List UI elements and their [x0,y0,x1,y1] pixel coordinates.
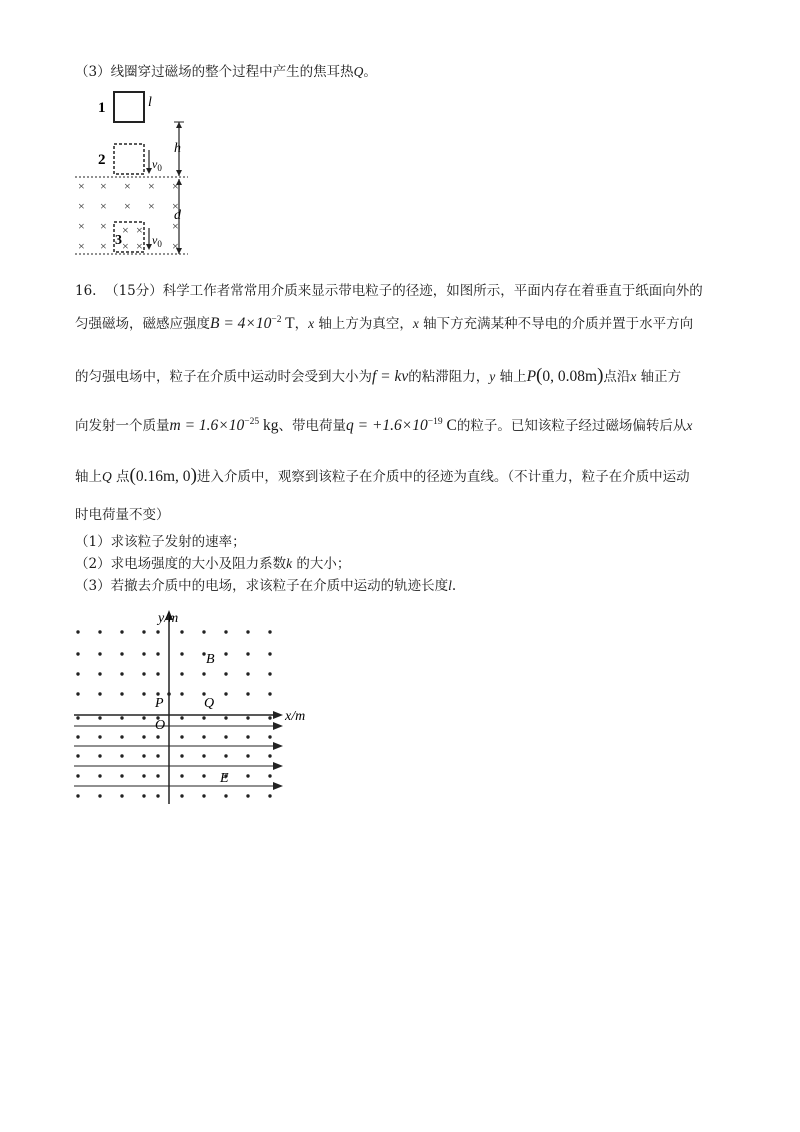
fig2-field-dot [142,754,145,757]
q16-line-3 [75,366,681,387]
fig2-field-dot [142,774,145,777]
l-symbol: l [448,578,452,593]
fig2-field-dot [180,794,183,797]
fig2-field-dot [98,630,101,633]
b-unit: T [281,315,295,332]
fig1-field-cross: × [78,199,85,213]
fig2-field-dot [98,754,101,757]
fig1-coil-1 [114,92,144,122]
fig2-field-dot [120,630,123,633]
q15-part3-text: （3）线圈穿过磁场的整个过程中产生的焦耳热 [75,64,354,80]
fig2-field-dot [202,754,205,757]
fig2-x-axis-arrow [273,711,283,719]
fig2-field-dot [142,652,145,655]
q16-line-4 [75,416,692,436]
fig2-field-dot [246,672,249,675]
q16-sub3-a: （3）若撤去介质中的电场，求该粒子在介质中运动的轨迹长度 [75,578,449,594]
q16-l3-c: 轴上 [495,369,527,385]
q-coord: 0.16m, 0 [135,468,191,485]
q16-l3-b: 的粘滞阻力， [408,369,490,385]
q-point-name: Q [102,469,112,484]
fig1-label-1: 1 [98,100,106,116]
p-coord: 0, 0.08m [542,368,598,385]
fig1-v0-label-3 [152,233,162,249]
fig1-field-cross: × [172,239,179,253]
fig2-p-point [167,692,171,696]
fig2-field-dot [224,716,227,719]
f-eq: f = kv [372,368,409,385]
fig1-field-cross: × [100,239,107,253]
fig2-field-dot [224,754,227,757]
fig1-v0-label-2 [152,157,162,173]
fig2-field-dot [76,735,79,738]
fig2-field-dot [268,672,271,675]
fig1-field-cross: × [122,239,129,253]
fig1-label-2: 2 [98,152,106,168]
fig1-field-cross: × [172,219,179,233]
q16-l5-a: 轴上 [75,469,102,485]
fig2-field-dots [76,630,271,797]
fig2-field-dot [98,774,101,777]
fig2-field-dot [76,754,79,757]
fig2-field-dot [268,652,271,655]
fig2-field-dot [246,692,249,695]
fig2-e-label: E [220,771,229,786]
fig2-field-dot [202,735,205,738]
q16-line-1 [75,281,703,301]
q16-l2-d: 轴下方充满某种不导电的介质并置于水平方向 [418,316,694,332]
q16-sub-3 [75,576,456,596]
fig1-field-cross: × [78,219,85,233]
fig1-field-cross: × [136,239,143,253]
fig2-field-dot [224,794,227,797]
fig1-field-cross: × [172,179,179,193]
fig2-x-axis-label: x/m [285,709,306,724]
q16-l6: 时电荷量不变） [75,507,170,523]
fig2-field-dot [76,672,79,675]
b-eq: B = 4×10 [210,315,272,332]
fig2-field-dot [268,774,271,777]
q15-part3-symbol: Q [353,64,364,79]
b-field-equation [210,315,295,332]
fig1-field-cross: × [136,223,143,237]
q16-l4-b: 、带电荷量 [278,418,346,434]
fig2-field-dot [156,754,159,757]
fig1-v0-sub-3: 0 [157,239,162,249]
q15-part3-end: 。 [363,64,377,80]
fig2-field-dot [98,652,101,655]
fig2-field-dot [268,735,271,738]
fig1-v0-2: v [152,157,158,171]
fig2-field-dot [180,672,183,675]
fig2-field-dot [120,692,123,695]
fig2-field-dot [180,692,183,695]
fig2-field-dot [268,754,271,757]
q16-l2-b: ， [294,316,309,332]
fig1-field-cross: × [148,179,155,193]
y-axis-ref: y [489,369,496,384]
fig2-field-dot [180,735,183,738]
fig2-field-dot [268,630,271,633]
fig2-field-dot [246,630,249,633]
figure-coil-field [70,84,200,264]
fig2-field-dot [202,774,205,777]
q16-l3-e: 轴正方 [636,369,682,385]
q16-line-2 [75,314,693,334]
point-p-coordinate [526,365,604,386]
fig2-field-dot [98,672,101,675]
fig2-field-dot [156,630,159,633]
fig2-field-dot [142,716,145,719]
q16-line-6 [75,505,170,525]
fig2-field-dot [120,735,123,738]
fig2-field-dot [268,692,271,695]
m-exp: −25 [244,417,260,427]
fig2-field-dot [224,652,227,655]
fig2-field-dot [246,735,249,738]
q-eq: q = +1.6×10 [345,417,428,434]
fig1-v0-sub-2: 0 [157,163,162,173]
fig1-label-3: 3 [115,233,122,248]
q16-l2-a: 匀强磁场，磁感应强度 [75,316,210,332]
paren-close-q: ) [190,465,197,486]
fig2-field-dot [202,794,205,797]
fig1-field-cross: × [100,219,107,233]
fig2-field-dot [120,774,123,777]
fig1-field-cross: × [122,223,129,237]
x-axis-ref-3: x [630,369,637,384]
fig2-field-dot [98,692,101,695]
fig1-field-cross: × [78,179,85,193]
fig2-field-dot [202,716,205,719]
q16-sub-1 [75,532,246,552]
fig2-field-dot [156,735,159,738]
fig2-field-dot [246,754,249,757]
fig1-h-arrow-bottom [176,170,182,176]
m-eq: m = 1.6×10 [169,417,245,434]
fig1-field-crosses [78,179,179,253]
fig2-field-dot [180,652,183,655]
q16-sub2-a: （2）求电场强度的大小及阻力系数 [75,556,287,572]
q16-sub1-text: （1）求该粒子发射的速率； [75,534,246,550]
fig2-field-dot [142,672,145,675]
fig2-field-dot [142,794,145,797]
q16-l3-d: 点沿 [603,369,631,385]
fig2-field-dot [98,716,101,719]
fig2-field-dot [142,735,145,738]
fig2-field-dot [120,794,123,797]
m-unit: kg [259,417,279,434]
q-exp: −19 [427,417,443,427]
fig2-field-dot [246,716,249,719]
fig2-field-dot [98,794,101,797]
fig1-field-cross: × [100,179,107,193]
fig1-field-cross: × [172,199,179,213]
fig2-field-dot [180,774,183,777]
fig2-field-dot [202,672,205,675]
fig2-electric-field-lines [74,711,283,790]
fig2-field-dot [246,794,249,797]
figure-field-coordinate [70,606,330,806]
k-symbol: k [286,556,293,571]
p-name: P [526,368,537,385]
q16-l4-a: 向发射一个质量 [75,418,170,434]
paren-open-q: ( [129,465,136,486]
fig2-y-axis-label: y/m [158,611,179,626]
fig1-field-cross: × [148,199,155,213]
fig2-field-dot [120,716,123,719]
q16-line1-text: 科学工作者常常用介质来显示带电粒子的径迹，如图所示，平面内存在着垂直于纸面向外的 [162,283,703,299]
q16-l5-b: 点 [111,469,130,485]
q16-score: （15分） [105,283,163,299]
fig2-field-dot [180,630,183,633]
fig2-field-dot [76,630,79,633]
q16-sub2-b: 的大小； [292,556,351,572]
fig2-field-dot [142,630,145,633]
point-q-coordinate [129,465,197,486]
paren-close: ) [597,365,604,386]
charge-equation [346,417,457,434]
fig1-side-label: l [148,95,152,110]
fig1-field-cross: × [124,179,131,193]
q16-l3-a: 的匀强电场中，粒子在介质中运动时会受到大小为 [75,369,372,385]
fig2-field-dot [268,716,271,719]
fig2-o-label: O [155,718,166,733]
fig2-field-dot [76,652,79,655]
x-axis-ref-1: x [308,316,315,331]
fig2-field-dot [156,774,159,777]
fig1-coil-2 [114,144,144,174]
fig2-field-dot [156,794,159,797]
paren-open: ( [536,365,543,386]
q16-sub3-b: . [451,578,457,594]
q15-part3 [75,62,377,82]
fig1-d-label: d [174,208,181,223]
drag-force-equation [372,368,408,385]
fig2-field-dot [246,652,249,655]
fig1-field-cross: × [100,199,107,213]
fig2-field-dot [120,652,123,655]
fig2-field-dot [76,774,79,777]
q-unit: C [442,417,457,434]
fig1-h-arrow-top [176,122,182,128]
fig2-field-dot [120,754,123,757]
b-exp: −2 [271,315,282,325]
fig2-field-dot [224,735,227,738]
fig2-field-dot [202,630,205,633]
fig1-field-cross: × [78,239,85,253]
fig1-field-cross: × [124,199,131,213]
x-axis-ref-2: x [412,316,419,331]
fig2-field-dot [180,754,183,757]
fig2-field-dot [180,716,183,719]
fig2-field-dot [224,692,227,695]
fig2-field-dot [142,692,145,695]
fig2-field-dot [120,672,123,675]
mass-equation [170,417,279,434]
fig2-field-dot [156,672,159,675]
fig1-v0-3: v [152,233,158,247]
fig2-field-line-arrow [273,782,283,790]
fig2-field-line-arrow [273,722,283,730]
fig2-field-line-arrow [273,742,283,750]
q16-sub-2 [75,554,350,574]
fig2-q-label: Q [204,696,215,711]
x-axis-ref-4: x [686,418,693,433]
fig2-field-dot [224,672,227,675]
q16-l4-c: 的粒子。已知该粒子经过磁场偏转后从 [456,418,687,434]
fig2-field-dot [76,692,79,695]
fig2-p-label: P [155,696,164,711]
fig2-field-dot [156,652,159,655]
fig2-field-dot [76,794,79,797]
q16-number: 16. [75,283,97,299]
fig1-h-label: h [174,141,181,156]
fig2-b-label: B [206,652,215,667]
q16-l5-c: 进入介质中，观察到该粒子在介质中的径迹为直线。（不计重力，粒子在介质中运动 [196,469,690,485]
fig2-field-dot [268,794,271,797]
fig2-field-line-arrow [273,762,283,770]
fig2-field-dot [76,716,79,719]
fig2-field-dot [224,630,227,633]
q16-line-5 [75,466,690,487]
q16-l2-c: 轴上方为真空， [314,316,413,332]
fig2-field-dot [246,774,249,777]
fig2-field-dot [98,735,101,738]
